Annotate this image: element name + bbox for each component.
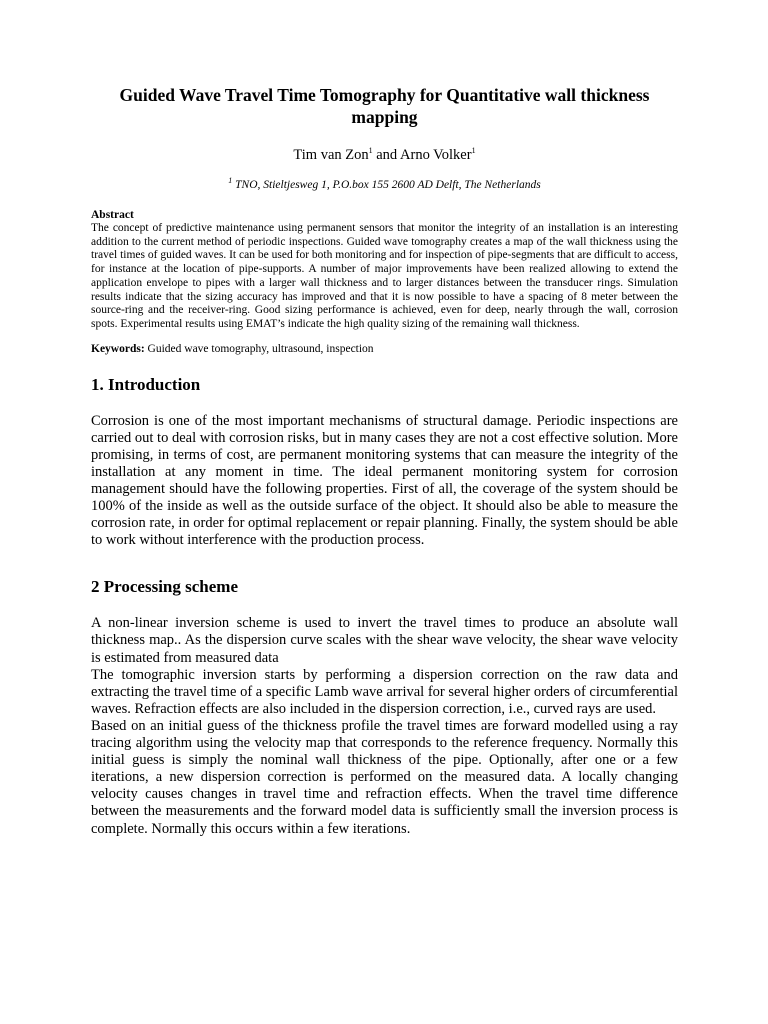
author-line [91,146,678,164]
introduction-paragraph: Corrosion is one of the most important mechanisms of structural damage. Periodic inspections are carried out to deal with corrosion risks, but in many cases they are not a cost effective solution. More promising, in terms of cost, are permanent monitoring systems that can measure the integrity of the installation at any moment in time. The ideal permanent monitoring system for corrosion management should have the following properties. First of all, the coverage of the system should be 100% of the inside as well as the outside surface of the object. It should also be able to measure the corrosion rate, in order for optimal replacement or repair planning. Finally, the system should be able to work without interference with the production process. [91,412,678,549]
processing-paragraph: The tomographic inversion starts by performing a dispersion correction on the raw data and extracting the travel time of a specific Lamb wave arrival for several higher orders of circumferential waves. Refraction effects are also included in the dispersion correction, i.e., curved rays are used. [91,666,678,717]
author-name: Arno Volker [400,147,472,163]
abstract-text: The concept of predictive maintenance using permanent sensors that monitor the integrity of an installation is an interesting addition to the current method of periodic inspections. Guided wave tomography creates a map of the wall thickness using the travel times of guided waves. It can be used for both monitoring and for inspection of pipe-segments that are difficult to access, for instance at the location of pipe-supports. A number of major improvements have been realized allowing to extend the application envelope to pipes with a larger wall thickness and to larger distances between the transducer rings. Simulation results indicate that the sizing accuracy has improved and that it is now possible to have a spacing of 8 meter between the source-ring and the receiver-ring. Good sizing performance is achieved, even for deep, nearly through the wall, corrosion spots. Experimental results using EMAT’s indicate the high quality sizing of the remaining wall thickness. [91,222,678,330]
affiliation-line [91,178,678,192]
author-joiner: and [372,147,401,163]
affiliation-marker: 1 [228,176,233,186]
affiliation-marker: 1 [471,146,476,156]
author-name: Tim van Zon [293,147,369,163]
affiliation-text: TNO, Stieltjesweg 1, P.O.box 155 2600 AD Delft, The Netherlands [232,179,541,191]
paper-page [91,84,678,838]
section-heading-processing-scheme: 2 Processing scheme [91,577,238,597]
keywords-text: Guided wave tomography, ultrasound, inspection [144,342,374,355]
processing-paragraph: Based on an initial guess of the thickness profile the travel times are forward modelled using a ray tracing algorithm using the velocity map that corresponds to the reference frequency. Normally this initial guess is simply the nominal wall thickness of the pipe. Optionally, after one or a few iterations, a new dispersion correction is performed on the measured data. A locally changing velocity causes changes in travel time and refraction effects. When the travel time difference between the measurements and the forward model data is sufficiently small the inversion process is complete. Normally this occurs within a few iterations. [91,717,678,837]
keywords-label: Keywords: [91,342,145,355]
processing-scheme-body [91,615,678,837]
paper-title: Guided Wave Travel Time Tomography for Quantitative wall thickness mapping [119,85,650,127]
affiliation-marker: 1 [368,146,373,156]
processing-paragraph: A non-linear inversion scheme is used to invert the travel times to produce an absolute wall thickness map.. As the dispersion curve scales with the shear wave velocity, the shear wave velocity is estimated from measured data [91,615,678,666]
abstract-heading: Abstract [91,209,134,221]
keywords-line [91,342,678,356]
section-heading-introduction: 1. Introduction [91,374,201,394]
